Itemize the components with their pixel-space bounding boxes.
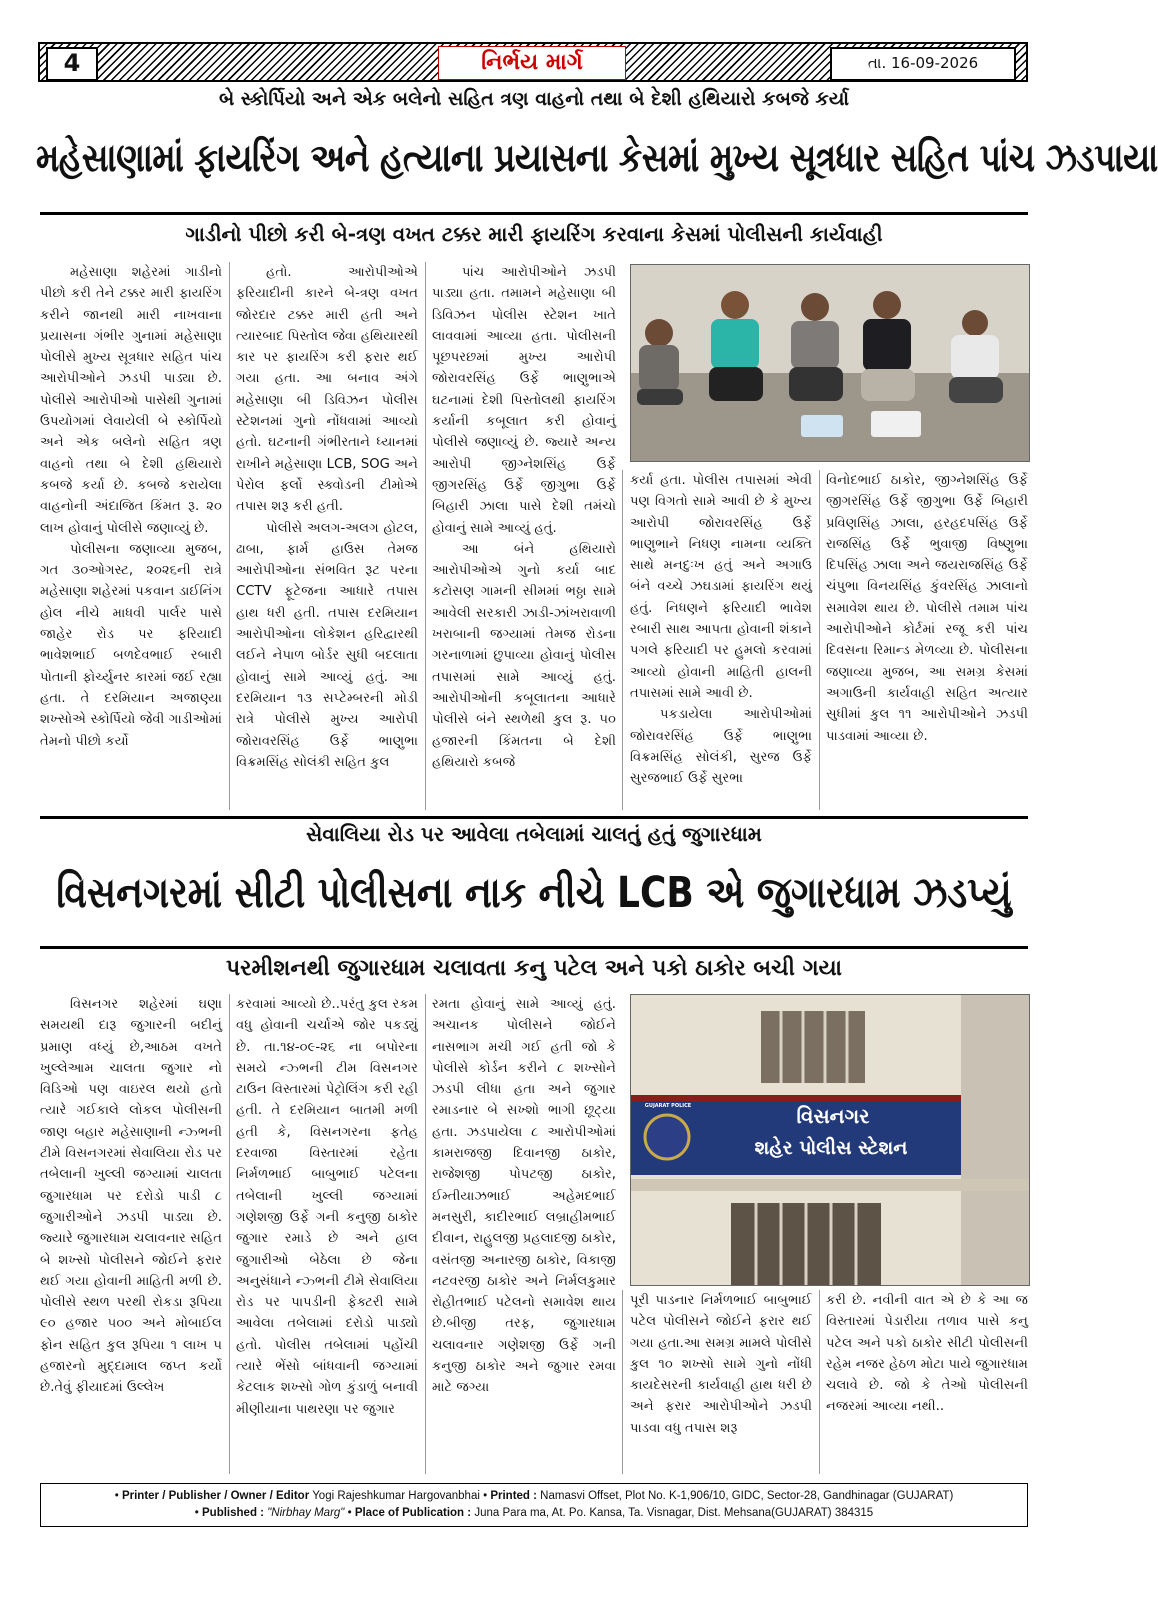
printed-label: Printed : — [490, 1490, 537, 1502]
column-divider — [425, 994, 426, 1474]
paragraph: પોલીસના જણાવ્યા મુજબ, ગત ૩૦ઓગસ્ટ, ૨૦૨૬ની રાત્રે મહેસાણા શહેરમાં પકવાન ડાઈનિંગ હોલ નીચે માધવી પાર્લર પાસે જાહેર રોડ પર ફરિયાદી ભાવેશભાઈ બળદેવભાઈ રબારી પોતાની ફોર્ચ્યુનર કારમાં જઈ રહ્યા હતા. તે દરમિયાન અજાણ્યા શખ્સોએ સ્કોર્પિયો જેવી ગાડીઓમાં તેમનો પીછો કર્યો — [40, 541, 222, 749]
story2-subhead: પરમીશનથી જુગારધામ ચલાવતા કનુ પટેલ અને પકો ઠાકોર બચી ગયા — [225, 956, 843, 981]
paragraph: કર્યા હતા. પોલીસ તપાસમાં એવી પણ વિગતો સામે આવી છે કે મુખ્ય આરોપી જોરાવરસિંહ ઉર્ફે ભાણુભાને નિધણ નામના વ્યક્તિ સાથે મનદુઃખ હતું અને અગાઉ બંને વચ્ચે ઝઘડામાં ફાયરિંગ થયું હતું. નિધણને ફરિયાદી ભાવેશ રબારી સાથ આપતા હોવાની શંકાને પગલે ફરિયાદી પર હુમલો કરવામાં આવ્યો હોવાની માહિતી હાલની તપાસમાં સામે આવી છે. — [630, 473, 812, 701]
masthead — [38, 42, 1028, 82]
story2-column-2 — [236, 994, 418, 1474]
paragraph: કરી છે. નવીની વાત એ છે કે આ જ વિસ્તારમાં પેડારીયા તળાવ પાસે કનુ પટેલ અને પકો ઠાકોર સીટી પોલીસની રહેમ નજર હેઠળ મોટા પાયે જુગારધામ ચલાવે છે. જો કે તેઓ પોલીસની નજરમાં આવ્યા નથી.. — [826, 1293, 1028, 1415]
story1-column-5 — [826, 470, 1028, 810]
story1-column-1 — [40, 262, 222, 810]
story1-subhead: ગાડીનો પીછો કરી બે-ત્રણ વખત ટક્કર મારી ફાયરિંગ કરવાના કેસમાં પોલીસની કાર્યવાહી — [185, 222, 883, 246]
place-label: Place of Publication : — [354, 1507, 472, 1519]
page-number: 4 — [46, 47, 98, 81]
paragraph: રમતા હોવાનું સામે આવ્યું હતું. અચાનક પોલીસને જોઈને નાસભાગ મચી ગઈ હતી જો કે પોલીસે કોર્ડન કરીને ૮ શખ્સોને ઝડપી લીધા હતા અને જુગાર રમાડનાર બે સખ્શો ભાગી છૂટ્યા હતા. ઝડપાયેલા ૮ આરોપીઓમાં કામરાજજી દિવાનજી ઠાકોર, રાજેશજી પોપટજી ઠાકોર, ઈમ્તીયાઝભાઈ અહેમદભાઈ મનસુરી, કાદીરભાઈ લબ્રાહીમભાઈ દીવાન, રાહુલજી પ્રહલાદજી ઠાકોર, વસંતજી અનારજી ઠાકોર, વિકાજી નટવરજી ઠાકોર અને નિર્મલકુમાર રોહીતભાઈ પટેલનો સમાવેશ થાય છે.બીજી તરફ, જુગારધામ ચલાવનાર ગણેશજી ઉર્ફે ગની કનુજી ઠાકોર અને જુગાર રમવા માટે જગ્યા — [432, 997, 616, 1396]
printer-label: Printer / Publisher / Owner / Editor — [121, 1490, 310, 1502]
issue-date: તા. 16-09-2026 — [830, 47, 1016, 81]
column-divider — [622, 470, 623, 810]
paragraph: પૂરી પાડનાર નિર્મળભાઈ બાબુભાઈ પટેલ પોલીસને જોઈને ફરાર થઈ ગયા હતા.આ સમગ્ર મામલે પોલીસે કુલ ૧૦ શખ્સો સામે ગુનો નોંધી કાયદેસરની કાર્યવાહી હાથ ધરી છે અને ફરાર આરોપીઓને ઝડપી પાડવા વધુ તપાસ શરૂ — [630, 1293, 812, 1436]
police-station-photo — [630, 994, 1030, 1286]
imprint-footer — [40, 1483, 1028, 1527]
column-divider — [819, 470, 820, 810]
station-sign-line-1: વિસનગર — [796, 1104, 870, 1128]
story2-column-4 — [630, 1290, 812, 1474]
story2-headline: વિસનગરમાં સીટી પોલીસના નાક નીચે LCB એ જુગારધામ ઝડપ્યું — [56, 869, 1012, 918]
accused-photo-illustration — [631, 265, 1029, 461]
published-label: Published : — [202, 1507, 264, 1519]
rule — [40, 212, 1028, 215]
imprint-line-1: • Printer / Publisher / Owner / Editor Yogi Rajeshkumar Hargovanbhai • Printed : Namasvi Offset, Plot No. K-1,906/10, GIDC, Sector-28, Gandhinagar (GUJARAT) — [114, 1490, 954, 1502]
paragraph: હતો. આરોપીઓએ ફરિયાદીની કારને બે-ત્રણ વખત જોરદાર ટક્કર મારી હતી અને ત્યારબાદ પિસ્તોલ જેવા હથિયારથી કાર પર ફાયરિંગ કરી ફરાર થઈ ગયા હતા. આ બનાવ અંગે મહેસાણા બી ડિવિઝન પોલીસ સ્ટેશનમાં ગુનો નોંધવામાં આવ્યો હતો. ઘટનાની ગંભીરતાને ધ્યાનમાં રાખીને મહેસાણા LCB, SOG અને પેરોલ ફર્લો સ્ક્વોડની ટીમોએ તપાસ શરૂ કરી હતી. — [236, 265, 418, 515]
rule — [40, 816, 1028, 819]
story2-column-3 — [432, 994, 616, 1474]
paper-logo: નિર્ભય માર્ગ — [438, 46, 626, 80]
story1-headline: મહેસાણામાં ફાયરિંગ અને હત્યાના પ્રયાસના કેસમાં મુખ્ય સૂત્રધાર સહિત પાંચ ઝડપાયા — [36, 134, 1158, 181]
paragraph: વિનોદભાઈ ઠાકોર, જીગ્નેશસિંહ ઉર્ફે જીગરસિંહ ઉર્ફે જીગુભા ઉર્ફે બિહારી પ્રવિણસિંહ ઝાલા, હરહદપસિંહ ઉર્ફે રાજસિંહ ઉર્ફે ભુવાજી વિષ્ણુભા દિપસિંહ ઝાલા અને જયરાજસિંહ ઉર્ફે ચંપુભા વિનયસિંહ કુંવરસિંહ ઝાલાનો સમાવેશ થાય છે. પોલીસે તમામ પાંચ આરોપીઓને કોર્ટમાં રજૂ કરી પાંચ દિવસના રિમાન્ડ મેળવ્યા છે. પોલીસના જણાવ્યા મુજબ, આ સમગ્ર કેસમાં અગાઉની કાર્યવાહી સહિત અત્યાર સુધીમાં કુલ ૧૧ આરોપીઓને ઝડપી પાડવામાં આવ્યા છે. — [826, 473, 1028, 744]
paragraph: મહેસાણા શહેરમાં ગાડીનો પીછો કરી તેને ટક્કર મારી ફાયરિંગ કરીને જાનથી મારી નાખવાના પ્રયાસના ગંભીર ગુનામાં મહેસાણા પોલીસે મુખ્ય સૂત્રધાર સહિત પાંચ આરોપીઓને ઝડપી પાડ્યા છે. પોલીસે આરોપીઓ પાસેથી ગુનામાં ઉપયોગમાં લેવાયેલી બે સ્કોર્પિયો અને એક બલેનો સહિત ત્રણ વાહનો તથા બે દેશી હથિયારો કબજે કર્યા છે. કબજે કરાયેલા વાહનોની અંદાજિત કિંમત રૂ. ૨૦ લાખ હોવાનું પોલીસે જણાવ્યું છે. — [40, 265, 222, 536]
place-of-publication: Juna Para ma, At. Po. Kansa, Ta. Visnagar, Dist. Mehsana(GUJARAT) 384315 — [474, 1507, 874, 1519]
paragraph: આ બંને હથિયારો આરોપીઓએ ગુનો કર્યા બાદ કટોસણ ગામની સીમમાં ભઠ્ઠા સામે આવેલી સરકારી ઝાડી-ઝાંખરાવાળી ખરાબાની જગ્યામાં તેમજ રોડના ગરનાળામાં છુપાવ્યા હોવાનું પોલીસ તપાસમાં સામે આવ્યું હતું. આરોપીઓની કબૂલાતના આધારે પોલીસે બંને સ્થળેથી કુલ રૂ. ૫૦ હજારની કિંમતના બે દેશી હથિયારો કબજે — [432, 541, 616, 770]
accused-photo — [630, 264, 1030, 462]
paragraph: પોલીસે અલગ-અલગ હોટલ, ઢાબા, ફાર્મ હાઉસ તેમજ આરોપીઓના સંભવિત રૂટ પરના CCTV ફૂટેજના આધારે તપાસ હાથ ધરી હતી. તપાસ દરમિયાન આરોપીઓના લોકેશન હરિદ્વારથી લઈને નેપાળ બોર્ડર સુધી બદલાતા હોવાનું સામે આવ્યું હતું. આ દરમિયાન ૧૩ સપ્ટેમ્બરની મોડી રાત્રે પોલીસે મુખ્ય આરોપી જોરાવરસિંહ ઉર્ફે ભાણુભા વિક્રમસિંહ સોલંકી સહિત કુલ — [236, 520, 418, 770]
imprint-line-2: • Published : "Nirbhay Marg" • Place of Publication : Juna Para ma, At. Po. Kansa, Ta. Visnagar, Dist. Mehsana(GUJARAT) 384315 — [194, 1507, 874, 1519]
story1-column-2 — [236, 262, 418, 810]
paragraph: વિસનગર શહેરમાં ઘણા સમયથી દારૂ જુગારની બદીનું પ્રમાણ વધ્યું છે,આઠમ વખતે ખુલ્લેઆમ ચાલતા જુગાર નો વિડિઓ પણ વાઇરલ થયો હતો ત્યારે ગઈકાલે લોકલ પોલીસની જાણ બહાર મહેસાણાની ન્ઝ્ભની ટીમે વિસનગરમાં સેવાલિયા રોડ પર તબેલાની ખુલ્લી જગ્યામાં ચાલતા જુગારધામ પર દરોડો પાડી ૮ જુગારીઓને ઝડપી પાડ્યા છે. જ્યારે જુગારધામ ચલાવનાર સહિત બે શખ્સો પોલીસને જોઈને ફરાર થઈ ગયા હોવાની માહિતી મળી છે. પોલીસે સ્થળ પરથી રોકડા રૂપિયા ૯૦ હજાર ૫૦૦ અને મોબાઈલ ફોન સહિત કુલ રૂપિયા ૧ લાખ ૫ હજારનો મુદ્દામાલ જપ્ત કર્યો છે.તેવું ફીયાદમાં ઉલ્લેખ — [40, 997, 222, 1396]
column-divider — [819, 1290, 820, 1474]
story2-kicker: સેવાલિયા રોડ પર આવેલા તબેલામાં ચાલતું હતું જુગારધામ — [306, 822, 762, 846]
printed-at: Namasvi Offset, Plot No. K-1,906/10, GIDC, Sector-28, Gandhinagar (GUJARAT) — [540, 1490, 954, 1502]
column-divider — [425, 262, 426, 810]
paragraph: પકડાયેલા આરોપીઓમાં જોરાવરસિંહ ઉર્ફે ભાણુભા વિક્રમસિંહ સોલંકી, સુરજ ઉર્ફે સુરજભાઈ ઉર્ફે સુરભા — [630, 707, 812, 787]
story1-kicker: બે સ્કોર્પિયો અને એક બલેનો સહિત ત્રણ વાહનો તથા બે દેશી હથિયારો કબજે કર્યા — [218, 88, 850, 110]
story2-column-5 — [826, 1290, 1028, 1474]
column-divider — [622, 1290, 623, 1474]
story2-column-1 — [40, 994, 222, 1474]
column-divider — [229, 262, 230, 810]
station-sign-line-2: શહેર પોલીસ સ્ટેશન — [754, 1137, 908, 1159]
paragraph: પાંચ આરોપીઓને ઝડપી પાડ્યા હતા. તમામને મહેસાણા બી ડિવિઝન પોલીસ સ્ટેશન ખાતે લાવવામાં આવ્યા હતા. પોલીસની પૂછપરછમાં મુખ્ય આરોપી જોરાવરસિંહ ઉર્ફે ભાણુભાએ ઘટનામાં દેશી પિસ્તોલથી ફાયરિંગ કર્યાની કબૂલાત કરી હોવાનું પોલીસે જણાવ્યું છે. જ્યારે અન્ય આરોપી જીગ્નેશસિંહ ઉર્ફે જીગરસિંહ ઉર્ફે જીગુભા ઉર્ફે બિહારી ઝાલા પાસે દેશી તમંચો હોવાનું સામે આવ્યું હતું. — [432, 265, 616, 536]
rule — [40, 946, 1028, 949]
story1-column-3 — [432, 262, 616, 810]
police-badge-text: GUJARAT POLICE — [644, 1103, 692, 1109]
story1-column-4 — [630, 470, 812, 810]
printer-name: Yogi Rajeshkumar Hargovanbhai — [312, 1490, 480, 1502]
paragraph: કરવામાં આવ્યો છે..પરંતુ કુલ રકમ વધુ હોવાની ચર્ચાએ જોર પકડ્યું છે. તા.૧૪-૦૯-૨૬ ના બપોરના સમયે ન્ઝ્ભની ટીમ વિસનગર ટાઉન વિસ્તારમાં પેટ્રોલિંગ કરી રહી હતી. તે દરમિયાન બાતમી મળી હતી કે, વિસનગરના ફતેહ દરવાજા વિસ્તારમાં રહેતા નિર્મળભાઈ બાબુભાઈ પટેલના તબેલાની ખુલ્લી જગ્યામાં ગણેશજી ઉર્ફે ગની કનુજી ઠાકોર જુગાર રમાડે છે અને હાલ જુગારીઓ બેઠેલા છે જેના અનુસંધાને ન્ઝ્ભની ટીમે સેવાલિયા રોડ પર પાપડીની ફેક્ટરી સામે આવેલા તબેલામાં દરોડો પાડ્યો હતો. પોલીસ તબેલામાં પહોંચી ત્યારે ભેંસો બાંધવાની જગ્યામાં કેટલાક શખ્સો ગોળ કુંડાળું બનાવી મીણીયાના પાથરણા પર જુગાર — [236, 997, 418, 1417]
column-divider — [229, 994, 230, 1474]
published-name: "Nirbhay Marg" — [267, 1507, 345, 1519]
